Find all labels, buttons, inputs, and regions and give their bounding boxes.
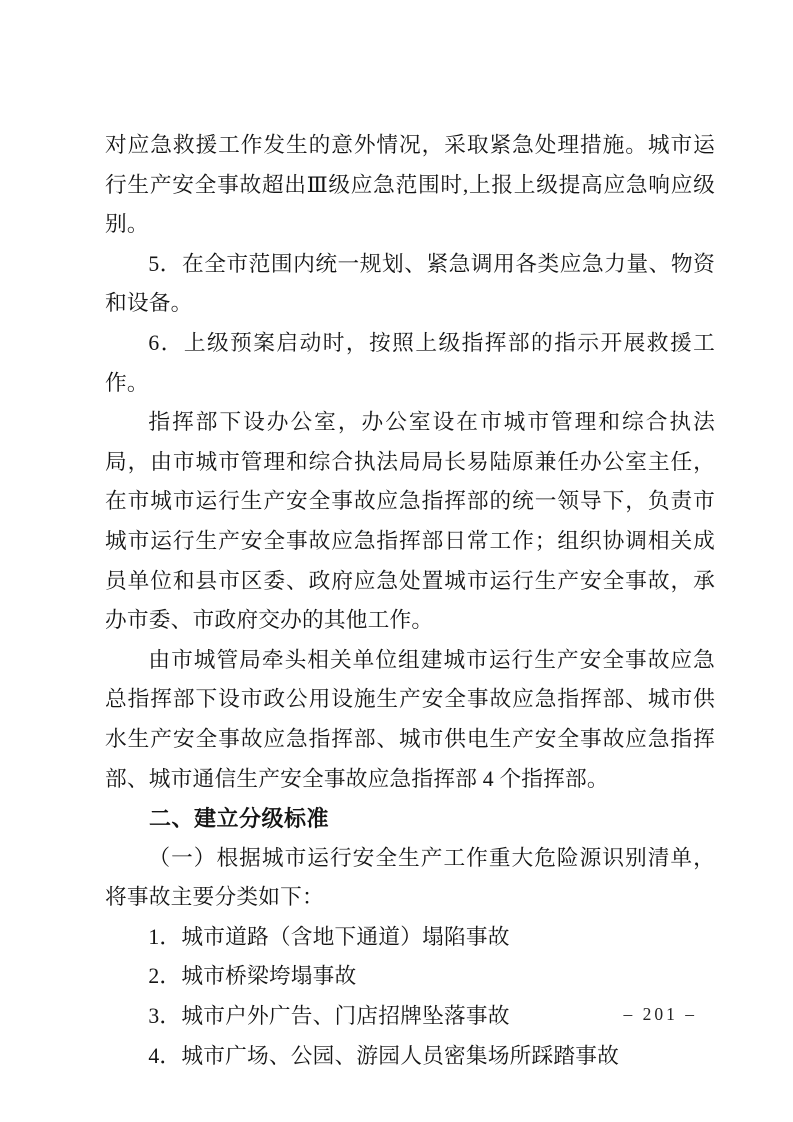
- paragraph-item-6: 6．上级预案启动时，按照上级指挥部的指示开展救援工作。: [105, 330, 715, 395]
- list-item-bridge-collapse: 2．城市桥梁垮塌事故: [148, 964, 357, 989]
- list-item-road-collapse: 1．城市道路（含地下通道）塌陷事故: [148, 924, 510, 949]
- paragraph-continuation: 对应急救援工作发生的意外情况，采取紧急处理措施。城市运行生产安全事故超出Ⅲ级应急范围时,上报上级提高应急响应级别。: [105, 133, 715, 237]
- paragraph-command-structure: 由市城管局牵头相关单位组建城市运行生产安全事故应急总指挥部下设市政公用设施生产安全事故应急指挥部、城市供水生产安全事故应急指挥部、城市供电生产安全事故应急指挥部、城市通信生产安全事故应急指挥部 4 个指挥部。: [105, 647, 715, 791]
- paragraph-classification-intro: （一）根据城市运行安全生产工作重大危险源识别清单，将事故主要分类如下：: [105, 845, 715, 910]
- list-item-signage-fall: 3．城市户外广告、门店招牌坠落事故: [148, 1004, 510, 1029]
- page-number: – 201 –: [623, 1004, 697, 1024]
- paragraph-office-setup: 指挥部下设办公室，办公室设在市城市管理和综合执法局，由市城市管理和综合执法局局长易陆原兼任办公室主任，在市城市运行生产安全事故应急指挥部的统一领导下，负责市城市运行生产安全事故应急指挥部日常工作；组织协调相关成员单位和县市区委、政府应急处置城市运行生产安全事故，承办市委、市政府交办的其他工作。: [105, 410, 715, 633]
- document-body: [105, 126, 715, 1076]
- list-item-stampede: 4．城市广场、公园、游园人员密集场所踩踏事故: [148, 1043, 620, 1068]
- section-heading-grading-standard: 二、建立分级标准: [149, 806, 330, 832]
- paragraph-item-5: 5．在全市范围内统一规划、紧急调用各类应急力量、物资和设备。: [105, 251, 715, 316]
